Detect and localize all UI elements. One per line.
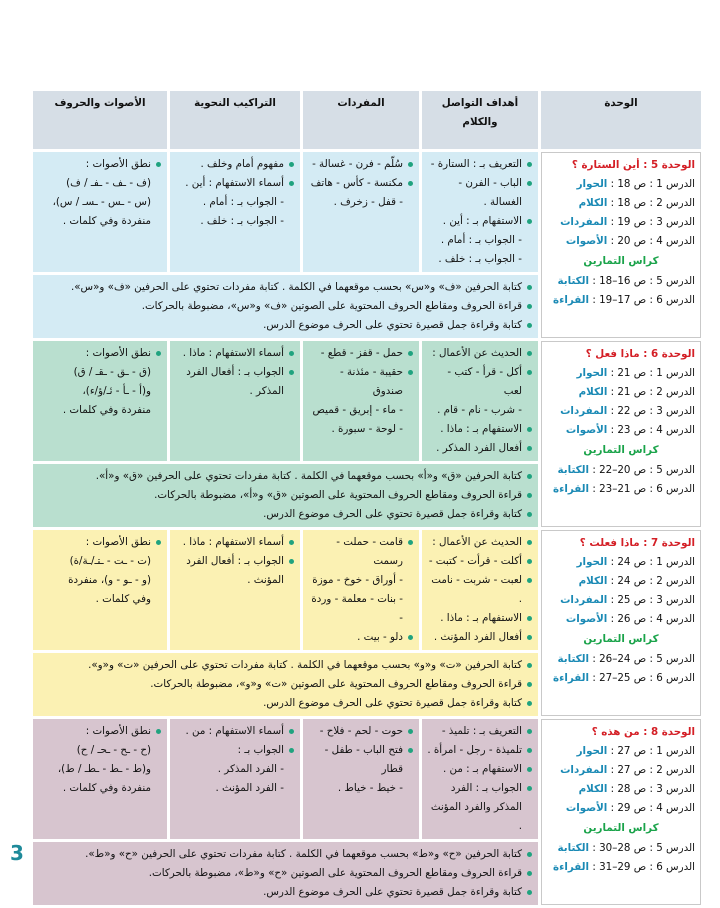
list-item: - خيط - خياط . (337, 782, 403, 794)
lesson-line (547, 572, 695, 591)
grammar-cell (170, 341, 300, 461)
list-item: قامت - حملت - رسمت (308, 533, 414, 571)
lesson-name: الحوار (576, 745, 608, 757)
lesson-ref: الدرس 6 : ص 29–31 : (589, 861, 695, 873)
lesson-name: الكلام (578, 197, 608, 209)
list-item: - لوحة - سبورة . (331, 423, 403, 435)
workbook-label: كراس التمارين (583, 255, 659, 267)
grammar-cell (170, 530, 300, 650)
goals-cell (422, 719, 538, 839)
lesson-name: الكتابة (557, 842, 590, 854)
list-item: المذكر . (249, 385, 284, 397)
list-item: و(ط - ـط - ـطـ / ط)، (57, 763, 151, 775)
lesson-line (547, 383, 695, 402)
unit-title: الوحدة 7 : ماذا فعلت ؟ (579, 537, 695, 549)
vocab-cell (303, 530, 419, 650)
list-item: الاستفهام بـ : من . (427, 760, 533, 779)
lesson-ref: الدرس 5 : ص 28–30 : (589, 842, 695, 854)
bullet-list (427, 344, 533, 458)
list-item: (و - ـو - و)، منفردة (68, 574, 151, 586)
goals-cell (422, 152, 538, 272)
list-item: دلو - بيت . (308, 628, 414, 647)
list-item: كتابة وقراءة جمل قصيرة تحتوي على الحرف موضوع الدرس. (38, 505, 533, 524)
lesson-ref: الدرس 5 : ص 20–22 : (589, 464, 695, 476)
unit-cell (541, 719, 701, 905)
bullet-list (308, 722, 414, 798)
lesson-line (547, 742, 695, 761)
header-vocab: المفردات (303, 91, 419, 149)
list-item: - شرب - نام - قام . (437, 404, 522, 416)
list-item: أسماء الاستفهام : أين . (175, 174, 295, 193)
list-item: الباب - الفرن - الغسالة . (427, 174, 533, 212)
list-item: الجواب بـ : أفعال الفرد (175, 552, 295, 571)
lesson-name: القراءة (552, 672, 590, 684)
vocab-cell (303, 719, 419, 839)
list-item: كتابة الحرفين «ف» و«س» بحسب موقعهما في الكلمة . كتابة مفردات تحتوي على الحرفين «ف» و«س». (38, 278, 533, 297)
list-item: و(أ - ـأ - ئـ/ؤ/ء)، (82, 385, 151, 397)
sounds-cell (33, 341, 167, 461)
list-item: أسماء الاستفهام : من . (175, 722, 295, 741)
list-item: المذكر والفرد المؤنث . (430, 801, 522, 832)
lesson-ref: الدرس 2 : ص 18 : (607, 197, 695, 209)
list-item: أكلت - قرأت - كتبت - (427, 552, 533, 571)
unit-row (33, 530, 701, 650)
lesson-line (547, 780, 695, 799)
lesson-ref: الدرس 4 : ص 26 : (607, 613, 695, 625)
lesson-ref: الدرس 6 : ص 17–19 : (589, 294, 695, 306)
lesson-name: القراءة (552, 294, 590, 306)
lesson-name: الكلام (578, 575, 608, 587)
bullet-list (175, 155, 295, 231)
lesson-name: المفردات (560, 405, 608, 417)
lesson-line (547, 799, 695, 818)
header-unit: الوحدة (541, 91, 701, 149)
bullet-list (308, 344, 414, 439)
lesson-ref: الدرس 4 : ص 23 : (607, 424, 695, 436)
lesson-ref: الدرس 1 : ص 18 : (607, 178, 695, 190)
list-item: أفعال الفرد المذكر . (427, 439, 533, 458)
lesson-line (547, 291, 695, 310)
list-item: منفردة وفي كلمات . (62, 782, 151, 794)
list-item: منفردة وفي كلمات . (62, 215, 151, 227)
list-item: - الجواب بـ : خلف . (200, 215, 284, 227)
lesson-name: الأصوات (565, 424, 608, 436)
lesson-ref: الدرس 4 : ص 20 : (607, 235, 695, 247)
list-item: - الفرد المذكر . (217, 763, 284, 775)
lesson-line (547, 591, 695, 610)
sounds-cell (33, 719, 167, 839)
unit-title: الوحدة 5 : أين الستارة ؟ (571, 159, 695, 171)
vocab-cell (303, 152, 419, 272)
lesson-name: الكتابة (557, 275, 590, 287)
list-item: الجواب بـ : أفعال الفرد (175, 363, 295, 382)
sounds-cell (33, 152, 167, 272)
lesson-line (547, 364, 695, 383)
lesson-ref: الدرس 3 : ص 22 : (607, 405, 695, 417)
list-item: - الجواب بـ : أمام . (202, 196, 284, 208)
list-item: قراءة الحروف ومقاطع الحروف المحتوية على الصوتين «ق» و«أ»، مضبوطة بالحركات. (38, 486, 533, 505)
lesson-line (547, 761, 695, 780)
list-item: نطق الأصوات : (38, 533, 162, 552)
lesson-name: الحوار (576, 367, 608, 379)
list-item: نطق الأصوات : (38, 722, 162, 741)
bullet-list (38, 656, 533, 713)
lesson-line (547, 421, 695, 440)
list-item: كتابة وقراءة جمل قصيرة تحتوي على الحرف موضوع الدرس. (38, 316, 533, 335)
syllabus-table (30, 88, 704, 908)
list-item: حوت - لحم - فلاح - (308, 722, 414, 741)
list-item: الاستفهام بـ : ماذا . (427, 420, 533, 439)
list-item: قراءة الحروف ومقاطع الحروف المحتوية على الصوتين «ف» و«س»، مضبوطة بالحركات. (38, 297, 533, 316)
lesson-ref: الدرس 1 : ص 27 : (607, 745, 695, 757)
list-item: أفعال الفرد المؤنث . (427, 628, 533, 647)
list-item: فتح الباب - طفل - قطار (308, 741, 414, 779)
list-item: حقيبة - مئذنة - صندوق (308, 363, 414, 401)
list-item: (ت - ـت - ـتـ/ـة/ة) (69, 555, 151, 567)
lesson-line (547, 175, 695, 194)
list-item: أكل - قرأ - كتب - لعب (427, 363, 533, 401)
list-item: قراءة الحروف ومقاطع الحروف المحتوية على الصوتين «ح» و«ط»، مضبوطة بالحركات. (38, 864, 533, 883)
list-item: حمل - قفز - قطع - (308, 344, 414, 363)
list-item: الجواب بـ : (175, 741, 295, 760)
sounds-cell (33, 530, 167, 650)
vocab-cell (303, 341, 419, 461)
list-item: - قفل - زخرف . (333, 196, 403, 208)
list-item: كتابة الحرفين «ح» و«ط» بحسب موقعهما في الكلمة . كتابة مفردات تحتوي على الحرفين «ح» و«ط». (38, 845, 533, 864)
unit-cell (541, 341, 701, 527)
list-item: كتابة وقراءة جمل قصيرة تحتوي على الحرف موضوع الدرس. (38, 694, 533, 713)
list-item: الجواب بـ : الفرد (427, 779, 533, 798)
bullet-list (175, 344, 295, 401)
bullet-list (175, 533, 295, 590)
list-item: - أوراق - خوخ - موزة (312, 574, 403, 586)
page-number: 3 (10, 841, 24, 865)
lesson-name: المفردات (560, 216, 608, 228)
lesson-ref: الدرس 5 : ص 16–18 : (589, 275, 695, 287)
grammar-cell (170, 719, 300, 839)
unit-cell (541, 152, 701, 338)
unit-cell (541, 530, 701, 716)
lesson-line (547, 402, 695, 421)
header-grammar: التراكيب النحوية (170, 91, 300, 149)
writing-cell (33, 464, 538, 527)
lesson-ref: الدرس 3 : ص 28 : (607, 783, 695, 795)
unit-title: الوحدة 8 : من هذه ؟ (591, 726, 695, 738)
list-item: نطق الأصوات : (38, 155, 162, 174)
list-item: الاستفهام بـ : أين . (427, 212, 533, 231)
bullet-list (38, 344, 162, 420)
workbook-label: كراس التمارين (583, 633, 659, 645)
list-item: منفردة وفي كلمات . (62, 404, 151, 416)
list-item: كتابة وقراءة جمل قصيرة تحتوي على الحرف موضوع الدرس. (38, 883, 533, 902)
lesson-ref: الدرس 1 : ص 24 : (607, 556, 695, 568)
lesson-ref: الدرس 4 : ص 29 : (607, 802, 695, 814)
unit-title: الوحدة 6 : ماذا فعل ؟ (585, 348, 695, 360)
lesson-name: الكلام (578, 386, 608, 398)
lesson-line (547, 650, 695, 669)
header-goals: أهداف التواصل والكلام (422, 91, 538, 149)
goals-cell (422, 341, 538, 461)
list-item: كتابة الحرفين «ت» و«و» بحسب موقعهما في الكلمة . كتابة مفردات تحتوي على الحرفين «ت» و«و». (38, 656, 533, 675)
list-item: أسماء الاستفهام : ماذا . (175, 533, 295, 552)
lesson-ref: الدرس 5 : ص 24–26 : (589, 653, 695, 665)
lesson-ref: الدرس 1 : ص 21 : (607, 367, 695, 379)
lesson-name: الحوار (576, 556, 608, 568)
lesson-name: الكتابة (557, 653, 590, 665)
bullet-list (38, 155, 162, 231)
lesson-name: الأصوات (565, 235, 608, 247)
lesson-line (547, 669, 695, 688)
lesson-ref: الدرس 6 : ص 21–23 : (589, 483, 695, 495)
bullet-list (308, 533, 414, 647)
lesson-line (547, 213, 695, 232)
workbook-label: كراس التمارين (583, 444, 659, 456)
goals-cell (422, 530, 538, 650)
list-item: وفي كلمات . (95, 593, 151, 605)
lesson-name: الأصوات (565, 613, 608, 625)
lesson-ref: الدرس 2 : ص 27 : (607, 764, 695, 776)
unit-row (33, 719, 701, 839)
list-item: - ماء - إبريق - قميص (312, 404, 403, 416)
lesson-line (547, 553, 695, 572)
list-item: (ف - ـف - ـفـ / ف) (66, 177, 151, 189)
list-item: مفهوم أمام وخلف . (175, 155, 295, 174)
lesson-ref: الدرس 6 : ص 25–27 : (589, 672, 695, 684)
lesson-name: الكلام (578, 783, 608, 795)
lesson-line (547, 480, 695, 499)
list-item: لعبت - شربت - نامت . (427, 571, 533, 609)
lesson-line (547, 232, 695, 251)
bullet-list (38, 845, 533, 902)
list-item: سُلّم - فرن - غسالة - (308, 155, 414, 174)
list-item: تلميذة - رجل - امرأة . (427, 741, 533, 760)
list-item: المؤنث . (247, 574, 284, 586)
list-item: - بنات - معلمة - وردة - (311, 593, 403, 624)
list-item: الاستفهام بـ : ماذا . (427, 609, 533, 628)
header-row (33, 91, 701, 149)
workbook-label: كراس التمارين (583, 822, 659, 834)
lesson-name: المفردات (560, 594, 608, 606)
header-sounds: الأصوات والحروف (33, 91, 167, 149)
list-item: - الفرد المؤنث . (215, 782, 284, 794)
bullet-list (175, 722, 295, 798)
list-item: (ح - ـح - ـحـ / ح) (76, 744, 151, 756)
lesson-name: الحوار (576, 178, 608, 190)
writing-cell (33, 275, 538, 338)
list-item: الحديث عن الأعمال : (427, 344, 533, 363)
bullet-list (38, 467, 533, 524)
list-item: (س - ـس - ـسـ / س)، (52, 196, 151, 208)
lesson-line (547, 461, 695, 480)
lesson-line (547, 194, 695, 213)
lesson-line (547, 858, 695, 877)
list-item: التعريف بـ : تلميذ - (427, 722, 533, 741)
lesson-ref: الدرس 2 : ص 24 : (607, 575, 695, 587)
lesson-name: المفردات (560, 764, 608, 776)
bullet-list (38, 278, 533, 335)
unit-row (33, 341, 701, 461)
list-item: نطق الأصوات : (38, 344, 162, 363)
bullet-list (308, 155, 414, 212)
list-item: الحديث عن الأعمال : (427, 533, 533, 552)
lesson-name: القراءة (552, 483, 590, 495)
list-item: كتابة الحرفين «ق» و«أ» بحسب موقعهما في الكلمة . كتابة مفردات تحتوي على الحرفين «ق» و«أ». (38, 467, 533, 486)
lesson-ref: الدرس 2 : ص 21 : (607, 386, 695, 398)
list-item: قراءة الحروف ومقاطع الحروف المحتوية على الصوتين «ت» و«و»، مضبوطة بالحركات. (38, 675, 533, 694)
writing-cell (33, 842, 538, 905)
list-item: (ق - ـق - ـقـ / ق) (73, 366, 151, 378)
lesson-ref: الدرس 3 : ص 19 : (607, 216, 695, 228)
bullet-list (427, 155, 533, 269)
lesson-ref: الدرس 3 : ص 25 : (607, 594, 695, 606)
lesson-name: الكتابة (557, 464, 590, 476)
bullet-list (427, 533, 533, 647)
lesson-name: الأصوات (565, 802, 608, 814)
list-item: التعريف بـ : الستارة - (427, 155, 533, 174)
bullet-list (427, 722, 533, 836)
bullet-list (38, 722, 162, 798)
unit-row (33, 152, 701, 272)
lesson-line (547, 272, 695, 291)
grammar-cell (170, 152, 300, 272)
list-item: أسماء الاستفهام : ماذا . (175, 344, 295, 363)
list-item: مكنسة - كأس - هاتف (308, 174, 414, 193)
lesson-name: القراءة (552, 861, 590, 873)
list-item: - الجواب بـ : أمام . (440, 234, 522, 246)
lesson-line (547, 839, 695, 858)
writing-cell (33, 653, 538, 716)
bullet-list (38, 533, 162, 609)
lesson-line (547, 610, 695, 629)
list-item: - الجواب بـ : خلف . (438, 253, 522, 265)
